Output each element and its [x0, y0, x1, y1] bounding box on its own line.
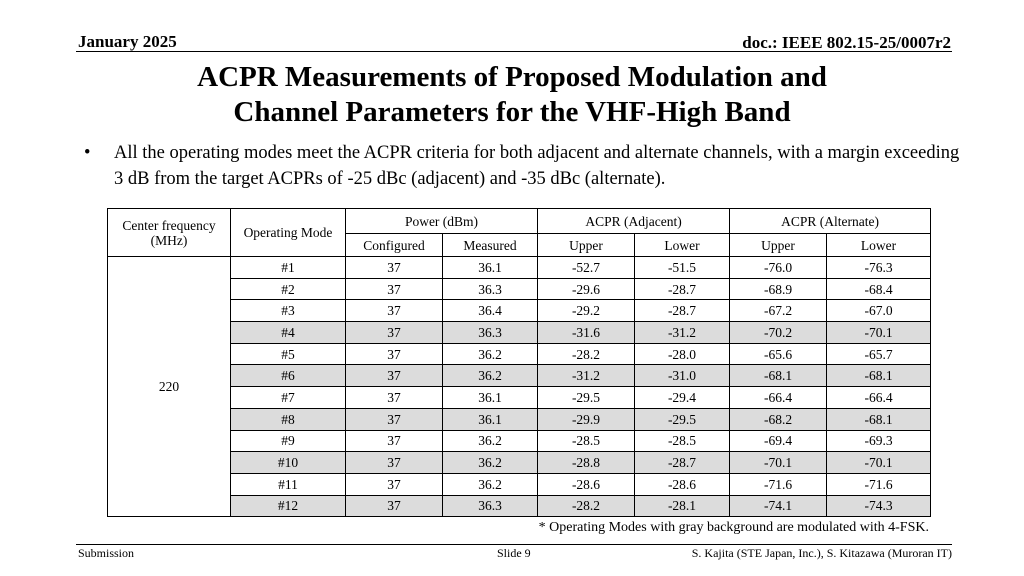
cell-operating-mode: #2 — [231, 278, 346, 300]
cell-configured: 37 — [346, 473, 443, 495]
table-row — [108, 495, 931, 517]
header-configured: Configured — [346, 234, 443, 257]
header-divider — [76, 51, 952, 52]
cell-measured: 36.2 — [443, 430, 538, 452]
cell-measured: 36.3 — [443, 278, 538, 300]
cell-adjacent-lower: -31.2 — [635, 322, 730, 344]
table-row — [108, 322, 931, 344]
cell-measured: 36.2 — [443, 452, 538, 474]
cell-operating-mode: #7 — [231, 387, 346, 409]
cell-alternate-lower: -74.3 — [827, 495, 931, 517]
cell-alternate-lower: -68.4 — [827, 278, 931, 300]
header-power: Power (dBm) — [346, 209, 538, 234]
footer-divider — [76, 544, 952, 545]
bullet-icon: • — [84, 143, 91, 163]
cell-measured: 36.3 — [443, 322, 538, 344]
cell-measured: 36.4 — [443, 300, 538, 322]
cell-operating-mode: #6 — [231, 365, 346, 387]
cell-adjacent-lower: -28.1 — [635, 495, 730, 517]
header-date: January 2025 — [78, 32, 177, 51]
cell-adjacent-lower: -28.6 — [635, 473, 730, 495]
header-operating-mode: Operating Mode — [231, 209, 346, 257]
cell-configured: 37 — [346, 430, 443, 452]
cell-operating-mode: #9 — [231, 430, 346, 452]
table-row — [108, 300, 931, 322]
cell-adjacent-upper: -28.8 — [538, 452, 635, 474]
table-row — [108, 278, 931, 300]
table-footnote: * Operating Modes with gray background are modulated with 4-FSK. — [538, 520, 929, 535]
table-header-row — [108, 209, 931, 234]
cell-adjacent-lower: -28.7 — [635, 278, 730, 300]
header-acpr-adjacent: ACPR (Adjacent) — [538, 209, 730, 234]
header-doc-id: doc.: IEEE 802.15-25/0007r2 — [742, 33, 951, 52]
bullet-text: All the operating modes meet the ACPR criteria for both adjacent and alternate channels, with a margin exceeding 3 dB from the target ACPRs of -25 dBc (adjacent) and -35 dBc (alternate). — [114, 143, 960, 189]
cell-adjacent-upper: -52.7 — [538, 257, 635, 279]
header-adjacent-lower: Lower — [635, 234, 730, 257]
table-row — [108, 343, 931, 365]
cell-adjacent-upper: -29.2 — [538, 300, 635, 322]
cell-alternate-upper: -68.2 — [730, 408, 827, 430]
cell-adjacent-upper: -28.5 — [538, 430, 635, 452]
cell-alternate-lower: -69.3 — [827, 430, 931, 452]
cell-operating-mode: #12 — [231, 495, 346, 517]
cell-measured: 36.3 — [443, 495, 538, 517]
cell-configured: 37 — [346, 300, 443, 322]
cell-adjacent-upper: -28.2 — [538, 495, 635, 517]
header-alternate-upper: Upper — [730, 234, 827, 257]
cell-measured: 36.2 — [443, 473, 538, 495]
cell-configured: 37 — [346, 387, 443, 409]
cell-operating-mode: #3 — [231, 300, 346, 322]
cell-alternate-upper: -70.1 — [730, 452, 827, 474]
cell-operating-mode: #11 — [231, 473, 346, 495]
cell-adjacent-lower: -29.4 — [635, 387, 730, 409]
cell-configured: 37 — [346, 495, 443, 517]
cell-adjacent-upper: -28.2 — [538, 343, 635, 365]
cell-alternate-lower: -67.0 — [827, 300, 931, 322]
cell-measured: 36.1 — [443, 387, 538, 409]
slide-title-line2: Channel Parameters for the VHF-High Band — [233, 96, 791, 128]
cell-alternate-lower: -68.1 — [827, 365, 931, 387]
cell-configured: 37 — [346, 257, 443, 279]
header-alternate-lower: Lower — [827, 234, 931, 257]
cell-measured: 36.1 — [443, 257, 538, 279]
table-row — [108, 408, 931, 430]
cell-adjacent-lower: -29.5 — [635, 408, 730, 430]
cell-alternate-upper: -68.9 — [730, 278, 827, 300]
cell-adjacent-upper: -28.6 — [538, 473, 635, 495]
cell-alternate-lower: -70.1 — [827, 322, 931, 344]
cell-operating-mode: #8 — [231, 408, 346, 430]
cell-measured: 36.2 — [443, 365, 538, 387]
cell-adjacent-lower: -31.0 — [635, 365, 730, 387]
cell-configured: 37 — [346, 452, 443, 474]
cell-center-frequency: 220 — [108, 257, 231, 517]
cell-adjacent-lower: -51.5 — [635, 257, 730, 279]
cell-alternate-lower: -65.7 — [827, 343, 931, 365]
cell-configured: 37 — [346, 365, 443, 387]
cell-measured: 36.2 — [443, 343, 538, 365]
cell-adjacent-lower: -28.7 — [635, 300, 730, 322]
cell-alternate-lower: -71.6 — [827, 473, 931, 495]
cell-alternate-upper: -74.1 — [730, 495, 827, 517]
cell-operating-mode: #5 — [231, 343, 346, 365]
cell-alternate-upper: -67.2 — [730, 300, 827, 322]
table-row — [108, 387, 931, 409]
cell-configured: 37 — [346, 343, 443, 365]
header-center-frequency: Center frequency (MHz) — [108, 209, 231, 257]
header-acpr-alternate: ACPR (Alternate) — [730, 209, 931, 234]
slide-title — [0, 60, 1024, 130]
cell-adjacent-upper: -29.9 — [538, 408, 635, 430]
cell-alternate-upper: -76.0 — [730, 257, 827, 279]
footer-submission: Submission — [78, 546, 135, 560]
cell-adjacent-lower: -28.5 — [635, 430, 730, 452]
acpr-table — [107, 208, 931, 517]
cell-operating-mode: #10 — [231, 452, 346, 474]
cell-alternate-upper: -71.6 — [730, 473, 827, 495]
table-row — [108, 473, 931, 495]
table-row — [108, 430, 931, 452]
cell-operating-mode: #4 — [231, 322, 346, 344]
cell-adjacent-lower: -28.7 — [635, 452, 730, 474]
cell-alternate-lower: -70.1 — [827, 452, 931, 474]
cell-operating-mode: #1 — [231, 257, 346, 279]
cell-configured: 37 — [346, 278, 443, 300]
cell-alternate-upper: -65.6 — [730, 343, 827, 365]
footer-slide-number: Slide 9 — [497, 546, 531, 560]
cell-alternate-upper: -69.4 — [730, 430, 827, 452]
table-row — [108, 452, 931, 474]
cell-adjacent-upper: -29.6 — [538, 278, 635, 300]
slide-title-line1: ACPR Measurements of Proposed Modulation and — [197, 61, 827, 93]
cell-configured: 37 — [346, 408, 443, 430]
table-row — [108, 257, 931, 279]
cell-alternate-upper: -66.4 — [730, 387, 827, 409]
header-adjacent-upper: Upper — [538, 234, 635, 257]
footer-authors: S. Kajita (STE Japan, Inc.), S. Kitazawa (Muroran IT) — [691, 546, 952, 560]
cell-adjacent-lower: -28.0 — [635, 343, 730, 365]
cell-measured: 36.1 — [443, 408, 538, 430]
cell-adjacent-upper: -29.5 — [538, 387, 635, 409]
cell-alternate-upper: -70.2 — [730, 322, 827, 344]
table-row — [108, 365, 931, 387]
cell-configured: 37 — [346, 322, 443, 344]
cell-alternate-lower: -66.4 — [827, 387, 931, 409]
cell-alternate-lower: -68.1 — [827, 408, 931, 430]
cell-alternate-upper: -68.1 — [730, 365, 827, 387]
cell-alternate-lower: -76.3 — [827, 257, 931, 279]
cell-adjacent-upper: -31.2 — [538, 365, 635, 387]
header-measured: Measured — [443, 234, 538, 257]
cell-adjacent-upper: -31.6 — [538, 322, 635, 344]
